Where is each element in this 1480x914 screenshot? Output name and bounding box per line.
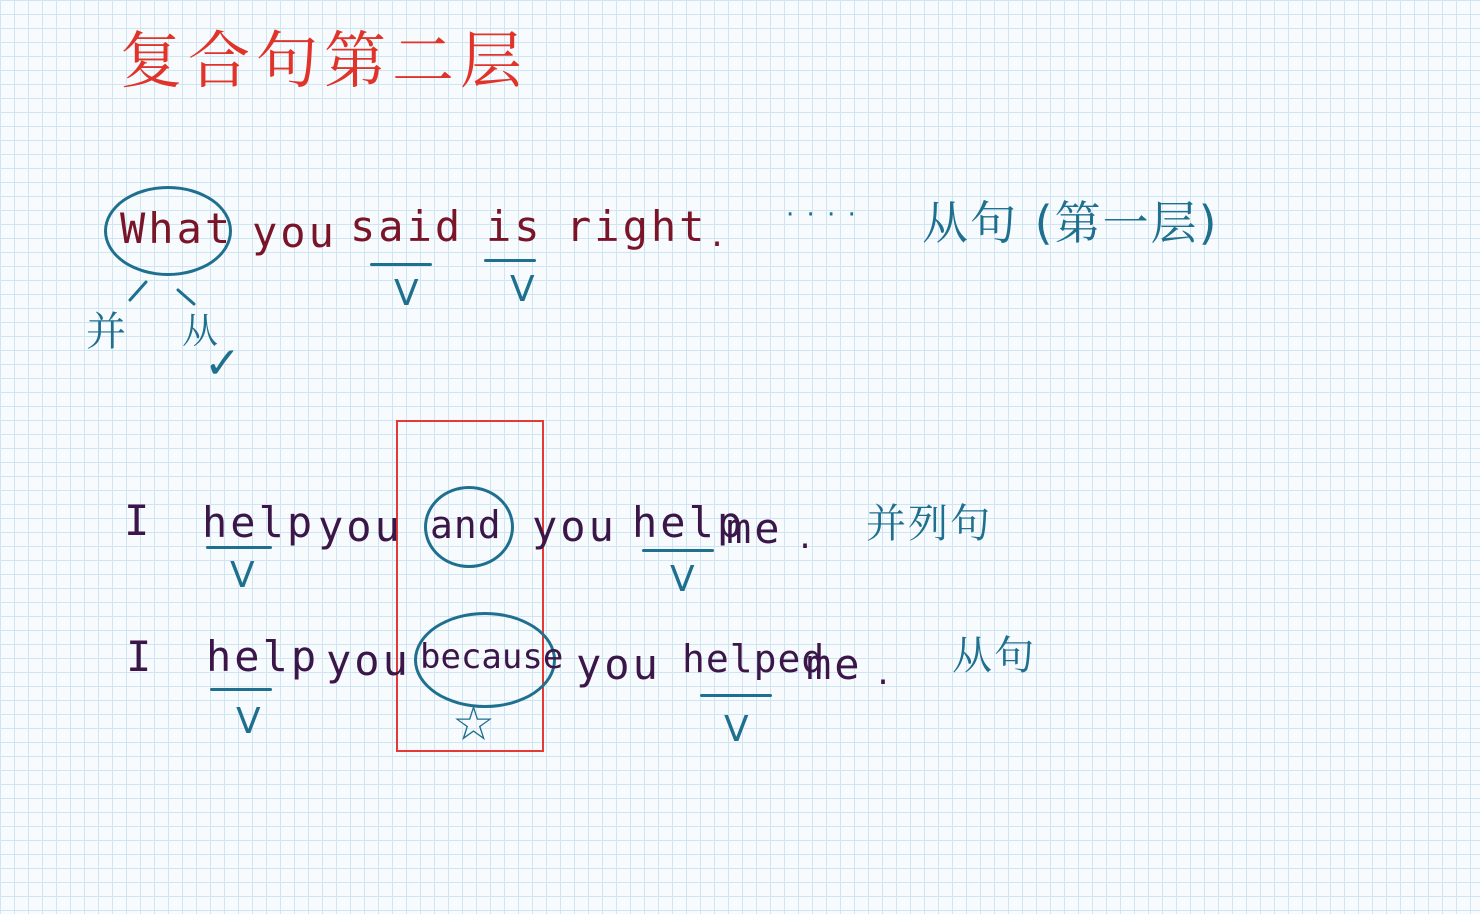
word-help-3: help xyxy=(206,632,320,681)
word-period: . xyxy=(708,219,730,254)
word-you-3: you xyxy=(326,636,411,685)
word-what: What xyxy=(120,204,234,253)
word-you: you xyxy=(252,208,337,257)
word-is: is xyxy=(486,202,543,251)
word-i: I xyxy=(124,496,153,545)
sentence-1-label: 从句 (第一层) xyxy=(922,196,1219,250)
word-said: said xyxy=(350,202,464,251)
verb-mark-said: V xyxy=(394,273,419,314)
help-3-underline xyxy=(210,688,272,691)
verb-mark-help-2: V xyxy=(670,559,695,600)
word-period-3: . xyxy=(874,657,896,692)
word-you-4: you xyxy=(576,640,661,689)
help-underline xyxy=(206,546,272,549)
branch-left-label: 并 xyxy=(86,309,128,355)
star-mark: ☆ xyxy=(452,696,498,752)
sentence-2-label: 并列句 xyxy=(866,501,992,547)
word-period-2: . xyxy=(796,521,818,556)
verb-mark-help-3: V xyxy=(236,701,261,742)
page-title: 复合句第二层 xyxy=(120,24,529,97)
check-mark: ✓ xyxy=(204,338,243,389)
verb-mark-is: V xyxy=(510,269,535,310)
word-and: and xyxy=(430,503,502,547)
word-i-3: I xyxy=(126,632,155,681)
word-helped: helped xyxy=(682,637,826,681)
word-me: me xyxy=(726,504,783,553)
word-you: you xyxy=(318,502,403,551)
sentence-1-dots: · · · · xyxy=(786,200,858,230)
sentence-3-label: 从句 xyxy=(952,633,1036,679)
help-2-underline xyxy=(642,549,714,552)
word-right: right xyxy=(566,202,708,251)
word-help-2: help xyxy=(632,498,746,547)
word-help: help xyxy=(202,498,316,547)
word-you-2: you xyxy=(532,502,617,551)
helped-underline xyxy=(700,694,772,697)
branch-right-label: 从 xyxy=(182,311,221,352)
verb-mark-helped: V xyxy=(724,709,749,750)
word-because: because xyxy=(420,637,564,677)
word-me-3: me xyxy=(806,640,863,689)
verb-mark-help: V xyxy=(230,555,255,596)
